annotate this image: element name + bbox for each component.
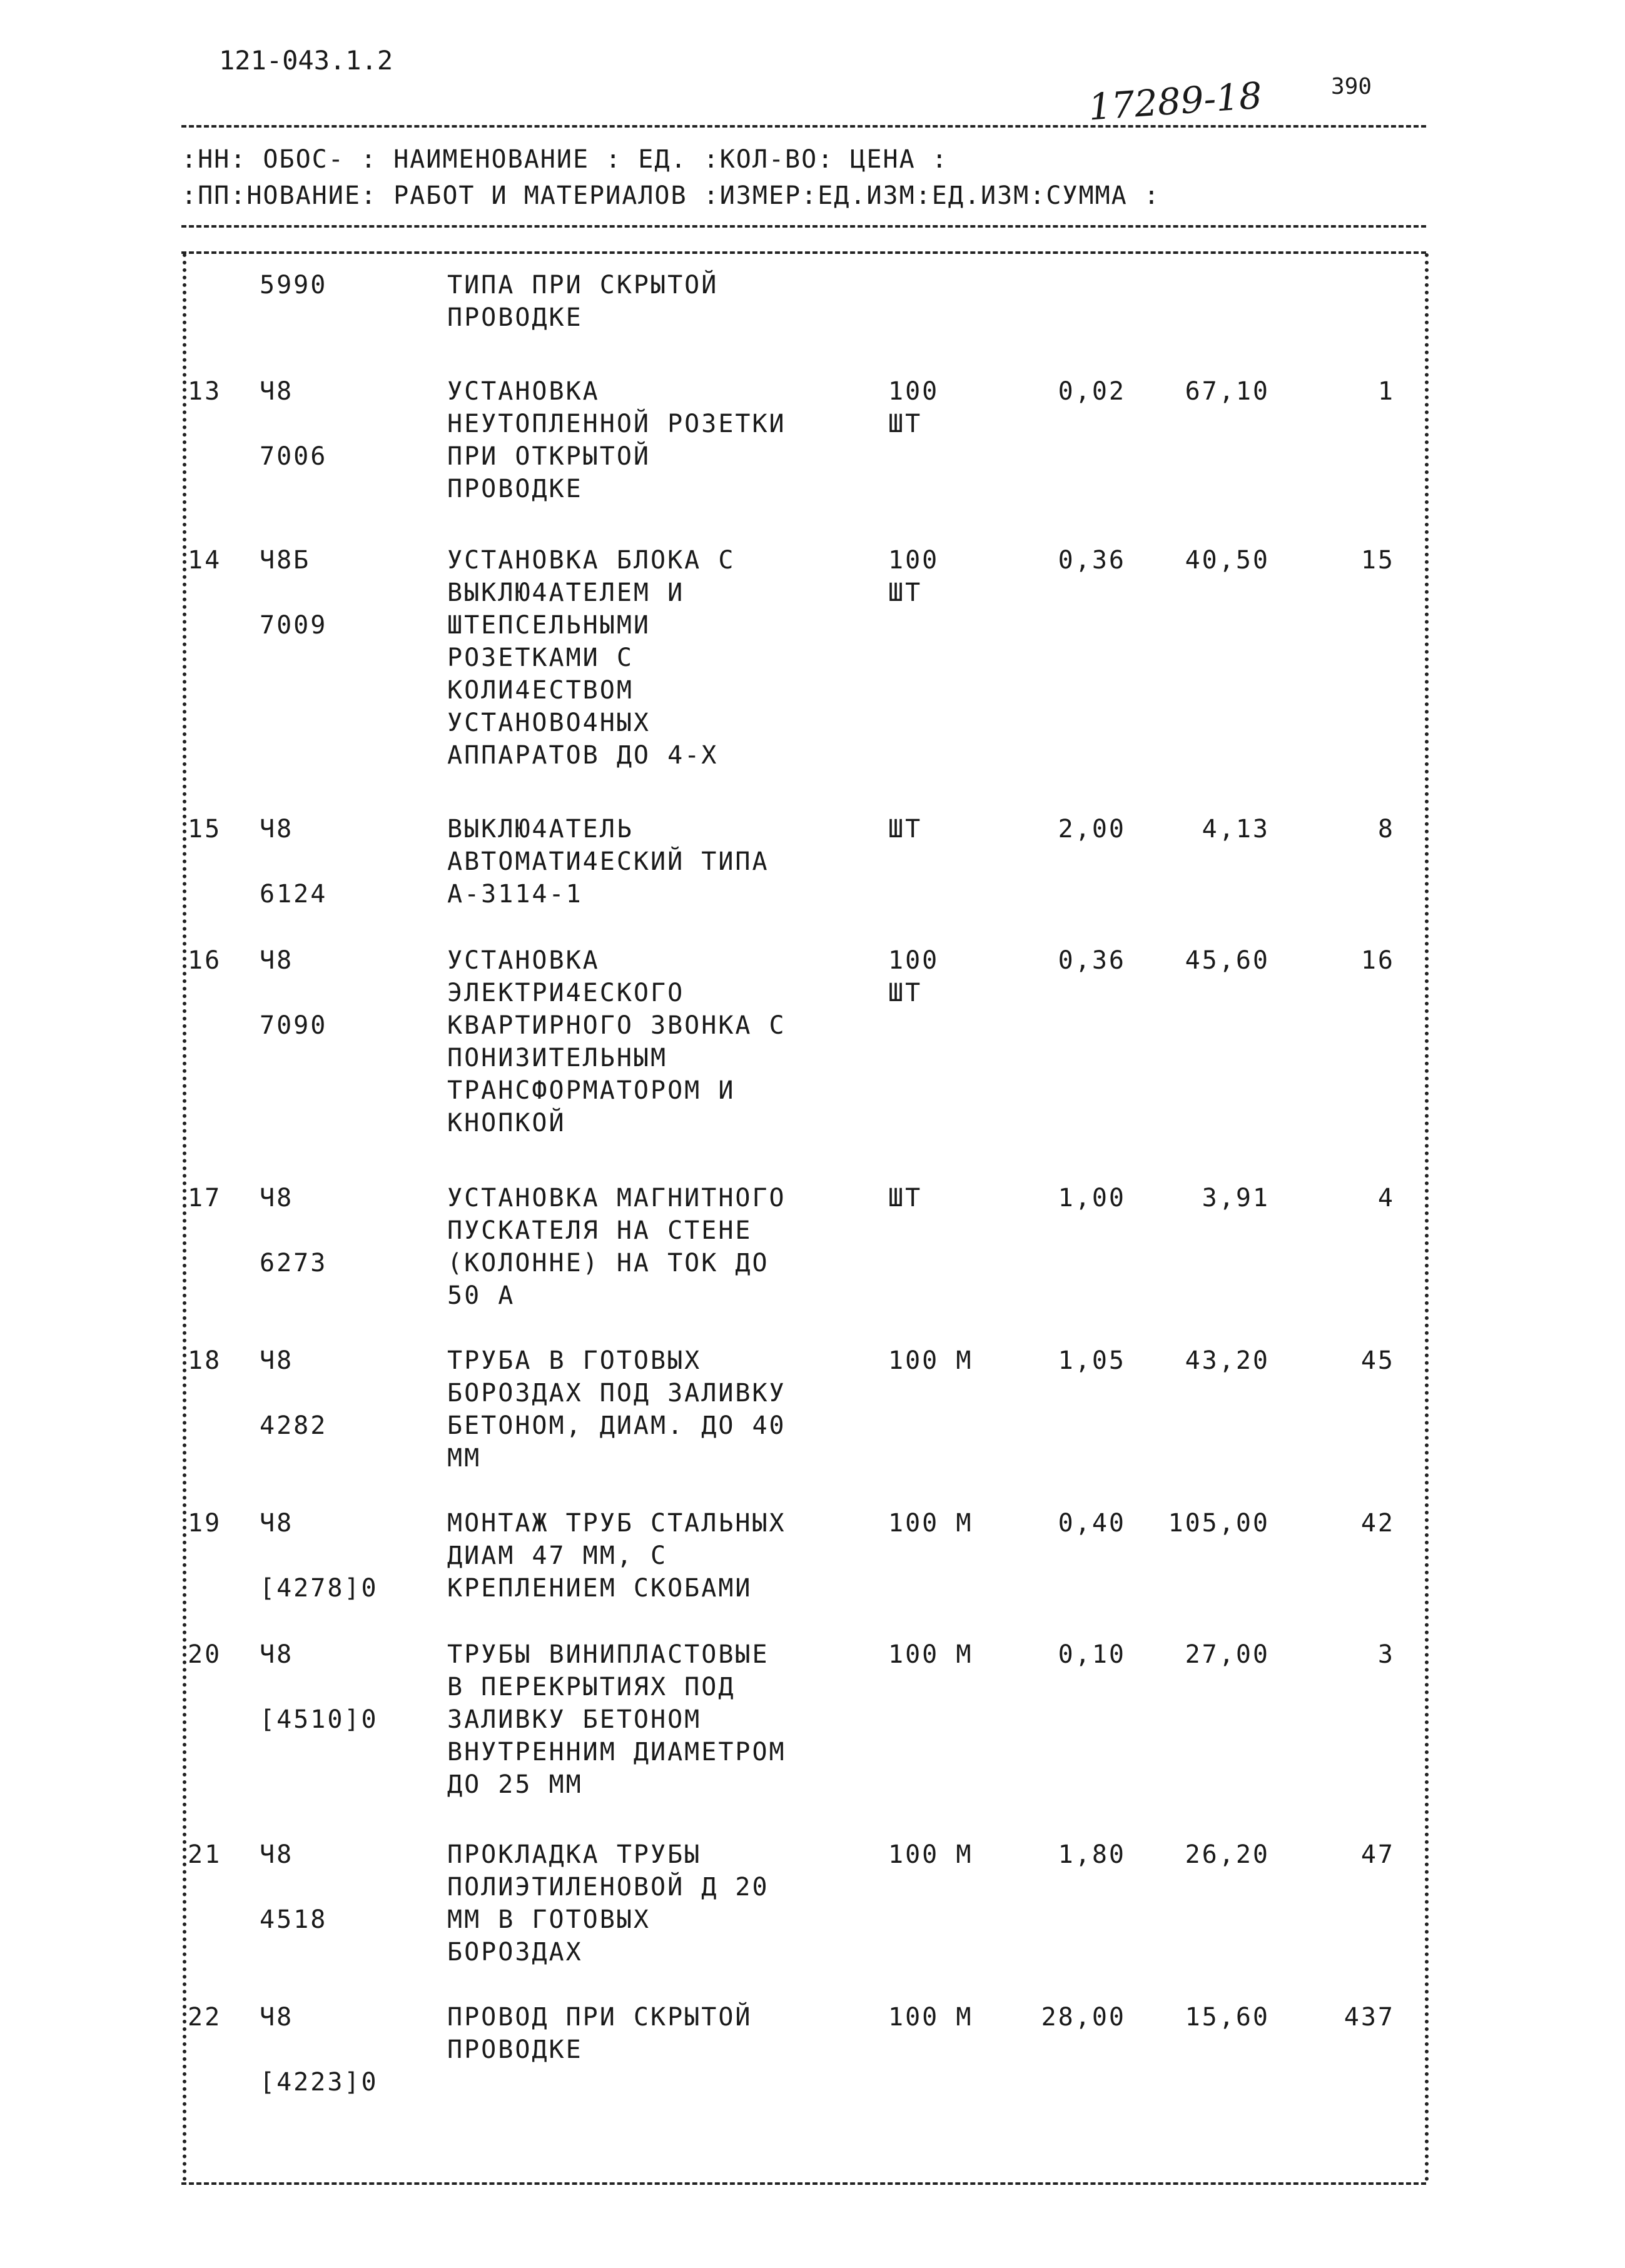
right-border	[1425, 253, 1429, 2182]
total-sum: 437	[1344, 2003, 1395, 2032]
unit-of-measure: 100 М	[888, 2003, 973, 2032]
rationale-code: Ч8	[260, 2003, 294, 2032]
work-name: УСТАНОВКА БЛОКА С ВЫКЛЮ4АТЕЛЕМ И ШТЕПСЕЛЬНЫМИ РОЗЕТКАМИ С КОЛИ4ЕСТВОМ УСТАНОВО4НЫХ АППАРАТОВ ДО 4-Х	[447, 546, 736, 770]
rationale-code: Ч8	[260, 1640, 294, 1669]
work-name: ТИПА ПРИ СКРЫТОЙ ПРОВОДКЕ	[447, 271, 719, 332]
table-header-line2: :ПП:НОВАНИЕ: РАБОТ И МАТЕРИАЛОВ :ИЗМЕР:ЕД.ИЗМ:ЕД.ИЗМ:СУММА :	[181, 181, 1160, 210]
work-name: УСТАНОВКА НЕУТОПЛЕННОЙ РОЗЕТКИ ПРИ ОТКРЫТОЙ ПРОВОДКЕ	[447, 377, 786, 503]
work-name: ПРОВОД ПРИ СКРЫТОЙ ПРОВОДКЕ	[447, 2003, 752, 2064]
row-number: 16	[188, 946, 222, 975]
rationale-subcode: 7006	[260, 442, 328, 471]
table-row	[0, 1344, 1625, 1473]
rationale-code: Ч8	[260, 377, 294, 406]
rationale-subcode: 6124	[260, 880, 328, 909]
quantity: 1,00	[1058, 1184, 1126, 1212]
row-number: 15	[188, 815, 222, 844]
unit-of-measure: 100 М	[888, 1840, 973, 1869]
table-row	[0, 2001, 1625, 2097]
work-name: УСТАНОВКА МАГНИТНОГО ПУСКАТЕЛЯ НА СТЕНЕ (КОЛОННЕ) НА ТОК ДО 50 А	[447, 1184, 786, 1310]
top-rule	[181, 125, 1426, 128]
unit-price: 15,60	[1185, 2003, 1270, 2032]
rationale-subcode: 7090	[260, 1011, 328, 1040]
table-row	[0, 544, 1625, 770]
row-number: 18	[188, 1346, 222, 1375]
unit-of-measure: 100 М	[888, 1509, 973, 1538]
unit-of-measure: 100 ШТ	[888, 946, 939, 1007]
total-sum: 15	[1360, 546, 1395, 575]
total-sum: 1	[1377, 377, 1395, 406]
unit-price: 43,20	[1185, 1346, 1270, 1375]
quantity: 0,02	[1058, 377, 1126, 406]
unit-price: 40,50	[1185, 546, 1270, 575]
rationale-code: Ч8Б	[260, 546, 311, 575]
quantity: 0,36	[1058, 946, 1126, 975]
rationale-subcode: [4510]0	[260, 1705, 378, 1734]
table-row	[0, 1638, 1625, 1799]
row-number: 22	[188, 2003, 222, 2032]
page-number: 390	[1331, 74, 1372, 99]
row-number: 19	[188, 1509, 222, 1538]
row-number: 13	[188, 377, 222, 406]
row-number: 21	[188, 1840, 222, 1869]
unit-of-measure: ШТ	[888, 1184, 923, 1212]
rationale-subcode: [4223]0	[260, 2068, 378, 2097]
document-code: 121-043.1.2	[219, 45, 393, 76]
total-sum: 45	[1360, 1346, 1395, 1375]
unit-price: 3,91	[1202, 1184, 1270, 1212]
row-number: 14	[188, 546, 222, 575]
total-sum: 47	[1360, 1840, 1395, 1869]
rationale-subcode: 5990	[260, 271, 328, 300]
quantity: 1,05	[1058, 1346, 1126, 1375]
total-sum: 3	[1377, 1640, 1395, 1669]
table-row	[0, 813, 1625, 909]
quantity: 1,80	[1058, 1840, 1126, 1869]
left-border	[183, 253, 186, 2182]
table-row	[0, 944, 1625, 1137]
rationale-code: Ч8	[260, 1346, 294, 1375]
table-row	[0, 1838, 1625, 1967]
rationale-subcode: 4282	[260, 1411, 328, 1440]
unit-price: 105,00	[1168, 1509, 1270, 1538]
unit-of-measure: 100 М	[888, 1346, 973, 1375]
rationale-subcode: [4278]0	[260, 1574, 378, 1603]
table-row	[0, 375, 1625, 503]
total-sum: 8	[1377, 815, 1395, 844]
rationale-subcode: 6273	[260, 1249, 328, 1278]
work-name: ПРОКЛАДКА ТРУБЫ ПОЛИЭТИЛЕНОВОЙ Д 20 ММ В ГОТОВЫХ БОРОЗДАХ	[447, 1840, 769, 1967]
quantity: 0,40	[1058, 1509, 1126, 1538]
unit-of-measure: 100 ШТ	[888, 377, 939, 438]
row-number: 17	[188, 1184, 222, 1212]
unit-price: 26,20	[1185, 1840, 1270, 1869]
work-name: ВЫКЛЮ4АТЕЛЬ АВТОМАТИ4ЕСКИЙ ТИПА А-3114-1	[447, 815, 769, 909]
table-row	[0, 1507, 1625, 1603]
work-name: УСТАНОВКА ЭЛЕКТРИ4ЕСКОГО КВАРТИРНОГО ЗВОНКА С ПОНИЗИТЕЛЬНЫМ ТРАНСФОРМАТОРОМ И КНОПКОЙ	[447, 946, 786, 1137]
total-sum: 4	[1377, 1184, 1395, 1212]
unit-price: 27,00	[1185, 1640, 1270, 1669]
unit-of-measure: 100 ШТ	[888, 546, 939, 607]
rationale-code: Ч8	[260, 1840, 294, 1869]
work-name: ТРУБА В ГОТОВЫХ БОРОЗДАХ ПОД ЗАЛИВКУ БЕТОНОМ, ДИАМ. ДО 40 ММ	[447, 1346, 786, 1473]
body-top-rule	[181, 251, 1426, 254]
total-sum: 16	[1360, 946, 1395, 975]
handwritten-number: 17289-18	[1086, 74, 1263, 129]
rationale-subcode: 4518	[260, 1905, 328, 1934]
total-sum: 42	[1360, 1509, 1395, 1538]
quantity: 0,36	[1058, 546, 1126, 575]
rationale-code: Ч8	[260, 946, 294, 975]
table-row	[0, 1182, 1625, 1310]
work-name: ТРУБЫ ВИНИПЛАСТОВЫЕ В ПЕРЕКРЫТИЯХ ПОД ЗАЛИВКУ БЕТОНОМ ВНУТРЕННИМ ДИАМЕТРОМ ДО 25 ММ	[447, 1640, 786, 1799]
quantity: 2,00	[1058, 815, 1126, 844]
rationale-code: Ч8	[260, 815, 294, 844]
rationale-code: Ч8	[260, 1509, 294, 1538]
rationale-code: Ч8	[260, 1184, 294, 1212]
work-name: МОНТАЖ ТРУБ СТАЛЬНЫХ ДИАМ 47 ММ, С КРЕПЛЕНИЕМ СКОБАМИ	[447, 1509, 786, 1603]
table-row	[0, 269, 1625, 332]
quantity: 28,00	[1041, 2003, 1126, 2032]
unit-of-measure: 100 М	[888, 1640, 973, 1669]
unit-price: 67,10	[1185, 377, 1270, 406]
unit-price: 4,13	[1202, 815, 1270, 844]
quantity: 0,10	[1058, 1640, 1126, 1669]
rationale-subcode: 7009	[260, 611, 328, 640]
unit-of-measure: ШТ	[888, 815, 923, 844]
table-header-line1: :НН: ОБОС- : НАИМЕНОВАНИЕ : ЕД. :КОЛ-ВО: ЦЕНА :	[181, 145, 948, 174]
unit-price: 45,60	[1185, 946, 1270, 975]
header-bottom-rule	[181, 225, 1426, 228]
row-number: 20	[188, 1640, 222, 1669]
bottom-rule	[181, 2182, 1426, 2185]
